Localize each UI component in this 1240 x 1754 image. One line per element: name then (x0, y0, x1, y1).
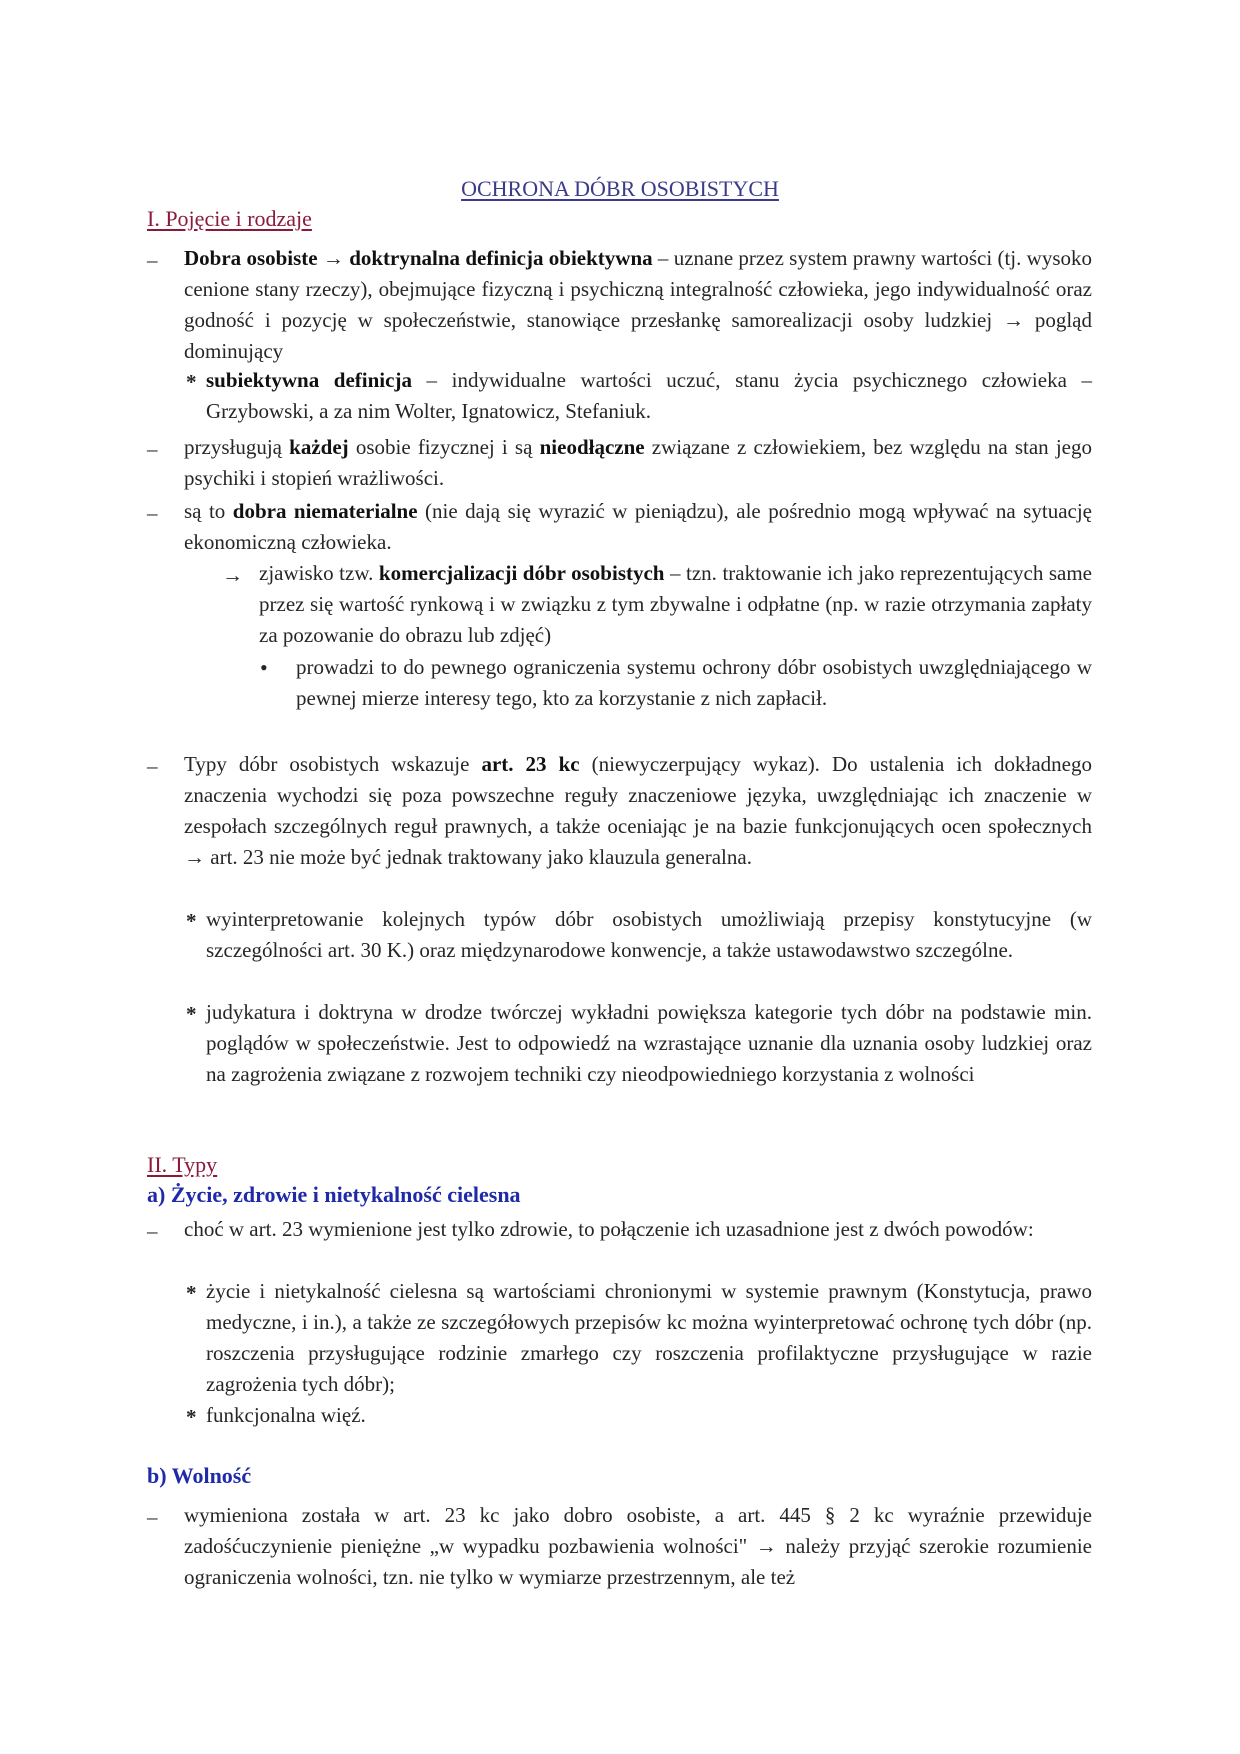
paragraph-text: zjawisko tzw. (259, 561, 379, 585)
star-marker: * (186, 1002, 197, 1026)
paragraph-niematerialne (184, 496, 1092, 558)
paragraph-text: osobie fizycznej i są (348, 435, 540, 459)
dash-marker: – (147, 754, 158, 778)
paragraph-text: – tzn. traktowanie ich jako reprezentujących same przez się wartość rynkową i w związku z tym zbywalne i odpłatne (np. w razie otrzymania zapłaty za pozowanie do obrazu lub zdjęć) (259, 561, 1093, 647)
document-title: OCHRONA DÓBR OSOBISTYCH (461, 176, 779, 201)
dash-marker: – (147, 501, 158, 525)
paragraph-text: (nie dają się wyrazić w pieniądzu), ale pośrednio mogą wpływać na sytuację ekonomiczną człowieka. (184, 499, 1092, 554)
paragraph-zycie: życie i nietykalność cielesna są wartościami chronionymi w systemie prawnym (Konstytucja, prawo medyczne, i in.), a także ze szczegółowych przepisów kc można wyinterpretować ochronę tych dóbr (np. roszczenia przysługujące rodzinie zmarłego czy roszczenia profilaktyczne przysługujące w razie zagrożenia tych dóbr); (206, 1279, 1092, 1396)
subsection-label: a) (147, 1182, 166, 1207)
bold-term: dobra niematerialne (232, 499, 418, 523)
paragraph-wolnosc: wymieniona została w art. 23 kc jako dobro osobiste, a art. 445 § 2 kc wyraźnie przewiduje zadośćuczynienie pieniężne „w wypadku pozbawienia wolności" → należy przyjąć szerokie rozumienie ograniczenia wolności, tzn. nie tylko w wymiarze przestrzennym, ale też (184, 1503, 1092, 1589)
bold-term: art. 23 kc (481, 752, 580, 776)
dash-marker: – (147, 248, 158, 272)
paragraph-typy (184, 749, 1092, 873)
bold-term: subiektywna definicja (206, 368, 412, 392)
paragraph-wyinterpretowanie: wyinterpretowanie kolejnych typów dóbr osobistych umożliwiają przepisy konstytucyjne (w szczególności art. 30 K.) oraz międzynarodowe konwencje, a także ustawodawstwo szczególne. (206, 907, 1092, 962)
section-heading-1: I. Pojęcie i rodzaje (147, 206, 312, 231)
paragraph-text: są to (184, 499, 233, 523)
star-marker: * (186, 370, 197, 394)
star-marker: * (186, 909, 197, 933)
paragraph-text: związane z człowiekiem, bez względu na stan jego psychiki i stopień wrażliwości. (184, 435, 1092, 490)
paragraph-komercjalizacja (259, 558, 1092, 651)
paragraph-dobra-osobiste (184, 243, 1092, 367)
paragraph-text: – uznane przez system prawny wartości (tj. wysoko cenione stany rzeczy), obejmujące fizyczną i psychiczną integralność człowieka, jego indywidualność oraz godność i pozycję w społeczeństwie, stanowiące przesłankę samorealizacji osoby ludzkiej → pogląd dominujący (184, 246, 1092, 363)
bold-term: nieodłączne (539, 435, 645, 459)
paragraph-choc: choć w art. 23 wymienione jest tylko zdrowie, to połączenie ich uzasadnione jest z dwóch powodów: (184, 1217, 1034, 1241)
paragraph-subiektywna (206, 365, 1092, 427)
bold-term: komercjalizacji dóbr osobistych (378, 561, 665, 585)
bold-term: Dobra osobiste (184, 246, 318, 270)
subsection-heading-b (147, 1461, 251, 1491)
paragraph-text: (niewyczerpujący wykaz). Do ustalenia ich dokładnego znaczenia wychodzi się poza powszechne reguły znaczeniowe języka, uwzględniając ich znaczenie w zespołach szczególnych reguł prawnych, a także oceniając je na bazie funkcjonujących ocen społecznych → art. 23 nie może być jednak traktowany jako klauzula generalna. (184, 752, 1092, 869)
bold-term: każdej (289, 435, 349, 459)
dash-marker: – (147, 1505, 158, 1529)
star-marker: * (186, 1281, 197, 1305)
arrow-marker: → (222, 563, 243, 587)
subsection-label: b) (147, 1463, 167, 1488)
subsection-title: Życie, zdrowie i nietykalność cielesna (170, 1182, 521, 1207)
paragraph-ograniczenie: prowadzi to do pewnego ograniczenia systemu ochrony dóbr osobistych uwzględniającego w pewnej mierze interesy tego, kto za korzystanie z nich zapłacił. (296, 655, 1092, 710)
paragraph-przysluguja (184, 432, 1092, 494)
subsection-title: Wolność (171, 1463, 252, 1488)
dash-marker: – (147, 1219, 158, 1243)
dash-marker: – (147, 437, 158, 461)
bullet-marker: • (260, 655, 268, 680)
paragraph-judykatura: judykatura i doktryna w drodze twórczej wykładni powiększa kategorie tych dóbr na podstawie min. poglądów w społeczeństwie. Jest to odpowiedź na wzrastające uznanie dla uznania osoby ludzkiej oraz na zagrożenia związane z rozwojem techniki czy nieodpowiedniego korzystania z wolności (206, 1000, 1092, 1086)
arrow: → (322, 246, 344, 270)
star-marker: * (186, 1405, 197, 1429)
paragraph-text: przysługują (184, 435, 290, 459)
paragraph-text: – indywidualne wartości uczuć, stanu życia psychicznego człowieka – Grzybowski, a za nim Wolter, Ignatowicz, Stefaniuk. (206, 368, 1092, 423)
paragraph-funkcjonalna: funkcjonalna więź. (206, 1403, 366, 1427)
paragraph-text: Typy dóbr osobistych wskazuje (184, 752, 482, 776)
section-heading-2: II. Typy (147, 1152, 218, 1177)
bold-term: doktrynalna definicja obiektywna (349, 246, 653, 270)
subsection-heading-a (147, 1180, 521, 1210)
